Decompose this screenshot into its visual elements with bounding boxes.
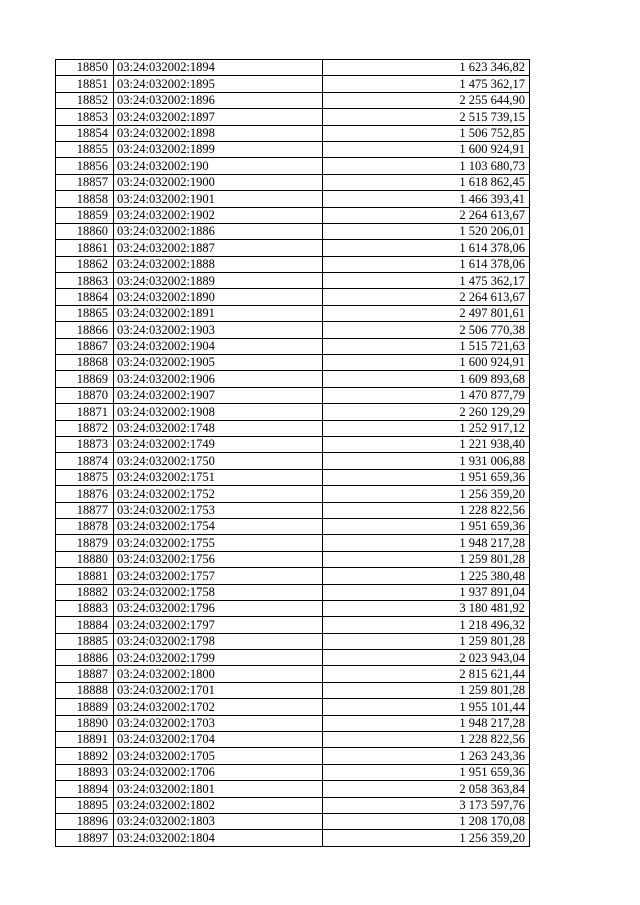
row-number-cell: 18865: [56, 305, 114, 321]
row-number-cell: 18859: [56, 207, 114, 223]
cadastral-number-cell: 03:24:032002:1800: [114, 666, 323, 682]
cadastral-number-cell: 03:24:032002:1798: [114, 633, 323, 649]
value-cell: 1 256 359,20: [323, 486, 530, 502]
cadastral-number-cell: 03:24:032002:1802: [114, 797, 323, 813]
row-number-cell: 18888: [56, 682, 114, 698]
table-row: [56, 600, 530, 616]
cadastral-number-cell: 03:24:032002:1753: [114, 502, 323, 518]
table-row: [56, 322, 530, 338]
row-number-cell: 18876: [56, 486, 114, 502]
value-cell: 1 614 378,06: [323, 240, 530, 256]
cadastral-number-cell: 03:24:032002:1888: [114, 256, 323, 272]
table-row: [56, 699, 530, 715]
table-row: [56, 764, 530, 780]
value-cell: 1 228 822,56: [323, 732, 530, 748]
cadastral-number-cell: 03:24:032002:1796: [114, 600, 323, 616]
cadastral-number-cell: 03:24:032002:1895: [114, 76, 323, 92]
cadastral-number-cell: 03:24:032002:1749: [114, 436, 323, 452]
value-cell: 1 951 659,36: [323, 764, 530, 780]
cadastral-number-cell: 03:24:032002:1900: [114, 174, 323, 190]
row-number-cell: 18886: [56, 650, 114, 666]
cadastral-number-cell: 03:24:032002:1890: [114, 289, 323, 305]
table-row: [56, 682, 530, 698]
table-row: [56, 174, 530, 190]
data-table: [55, 59, 530, 847]
table-row: [56, 568, 530, 584]
table-row: [56, 650, 530, 666]
cadastral-number-cell: 03:24:032002:1891: [114, 305, 323, 321]
table-row: [56, 535, 530, 551]
cadastral-number-cell: 03:24:032002:1903: [114, 322, 323, 338]
value-cell: 1 475 362,17: [323, 76, 530, 92]
value-cell: 1 623 346,82: [323, 60, 530, 76]
table-row: [56, 732, 530, 748]
value-cell: 2 058 363,84: [323, 781, 530, 797]
cadastral-number-cell: 03:24:032002:1755: [114, 535, 323, 551]
value-cell: 3 180 481,92: [323, 600, 530, 616]
value-cell: 2 264 613,67: [323, 207, 530, 223]
row-number-cell: 18895: [56, 797, 114, 813]
value-cell: 3 173 597,76: [323, 797, 530, 813]
row-number-cell: 18896: [56, 813, 114, 829]
table-row: [56, 584, 530, 600]
table-row: [56, 404, 530, 420]
value-cell: 2 255 644,90: [323, 92, 530, 108]
table-row: [56, 223, 530, 239]
value-cell: 2 515 739,15: [323, 109, 530, 125]
row-number-cell: 18872: [56, 420, 114, 436]
value-cell: 1 228 822,56: [323, 502, 530, 518]
row-number-cell: 18871: [56, 404, 114, 420]
value-cell: 2 023 943,04: [323, 650, 530, 666]
table-row: [56, 748, 530, 764]
row-number-cell: 18850: [56, 60, 114, 76]
value-cell: 1 951 659,36: [323, 518, 530, 534]
cadastral-number-cell: 03:24:032002:1797: [114, 617, 323, 633]
value-cell: 1 614 378,06: [323, 256, 530, 272]
row-number-cell: 18892: [56, 748, 114, 764]
value-cell: 1 103 680,73: [323, 158, 530, 174]
cadastral-number-cell: 03:24:032002:1901: [114, 191, 323, 207]
table-row: [56, 240, 530, 256]
cadastral-number-cell: 03:24:032002:1894: [114, 60, 323, 76]
table-row: [56, 371, 530, 387]
table-row: [56, 125, 530, 141]
value-cell: 1 218 496,32: [323, 617, 530, 633]
table-row: [56, 715, 530, 731]
cadastral-number-cell: 03:24:032002:1799: [114, 650, 323, 666]
row-number-cell: 18863: [56, 273, 114, 289]
row-number-cell: 18858: [56, 191, 114, 207]
table-row: [56, 469, 530, 485]
cadastral-number-cell: 03:24:032002:1748: [114, 420, 323, 436]
table-row: [56, 502, 530, 518]
table-row: [56, 617, 530, 633]
cadastral-number-cell: 03:24:032002:1702: [114, 699, 323, 715]
table-row: [56, 453, 530, 469]
cadastral-number-cell: 03:24:032002:1905: [114, 355, 323, 371]
value-cell: 2 497 801,61: [323, 305, 530, 321]
value-cell: 1 252 917,12: [323, 420, 530, 436]
table-row: [56, 830, 530, 846]
cadastral-number-cell: 03:24:032002:1908: [114, 404, 323, 420]
row-number-cell: 18893: [56, 764, 114, 780]
cadastral-number-cell: 03:24:032002:1896: [114, 92, 323, 108]
value-cell: 2 815 621,44: [323, 666, 530, 682]
cadastral-number-cell: 03:24:032002:1804: [114, 830, 323, 846]
row-number-cell: 18894: [56, 781, 114, 797]
cadastral-number-cell: 03:24:032002:1705: [114, 748, 323, 764]
value-cell: 1 470 877,79: [323, 387, 530, 403]
table-row: [56, 109, 530, 125]
row-number-cell: 18862: [56, 256, 114, 272]
row-number-cell: 18875: [56, 469, 114, 485]
value-cell: 1 256 359,20: [323, 830, 530, 846]
cadastral-number-cell: 03:24:032002:1899: [114, 141, 323, 157]
value-cell: 1 221 938,40: [323, 436, 530, 452]
row-number-cell: 18856: [56, 158, 114, 174]
table-row: [56, 158, 530, 174]
cadastral-number-cell: 03:24:032002:1897: [114, 109, 323, 125]
table-row: [56, 76, 530, 92]
cadastral-number-cell: 03:24:032002:1906: [114, 371, 323, 387]
cadastral-number-cell: 03:24:032002:1756: [114, 551, 323, 567]
value-cell: 1 609 893,68: [323, 371, 530, 387]
value-cell: 2 260 129,29: [323, 404, 530, 420]
row-number-cell: 18864: [56, 289, 114, 305]
table-row: [56, 256, 530, 272]
table-row: [56, 551, 530, 567]
table-row: [56, 486, 530, 502]
cadastral-number-cell: 03:24:032002:1902: [114, 207, 323, 223]
table-row: [56, 518, 530, 534]
cadastral-number-cell: 03:24:032002:1904: [114, 338, 323, 354]
table-row: [56, 633, 530, 649]
table-row: [56, 207, 530, 223]
cadastral-number-cell: 03:24:032002:1754: [114, 518, 323, 534]
value-cell: 1 475 362,17: [323, 273, 530, 289]
row-number-cell: 18857: [56, 174, 114, 190]
cadastral-number-cell: 03:24:032002:1751: [114, 469, 323, 485]
cadastral-number-cell: 03:24:032002:1898: [114, 125, 323, 141]
row-number-cell: 18885: [56, 633, 114, 649]
value-cell: 1 208 170,08: [323, 813, 530, 829]
value-cell: 2 506 770,38: [323, 322, 530, 338]
row-number-cell: 18887: [56, 666, 114, 682]
row-number-cell: 18874: [56, 453, 114, 469]
value-cell: 1 951 659,36: [323, 469, 530, 485]
row-number-cell: 18868: [56, 355, 114, 371]
row-number-cell: 18860: [56, 223, 114, 239]
row-number-cell: 18873: [56, 436, 114, 452]
cadastral-number-cell: 03:24:032002:1758: [114, 584, 323, 600]
cadastral-number-cell: 03:24:032002:1887: [114, 240, 323, 256]
cadastral-number-cell: 03:24:032002:1886: [114, 223, 323, 239]
row-number-cell: 18897: [56, 830, 114, 846]
value-cell: 1 931 006,88: [323, 453, 530, 469]
value-cell: 1 955 101,44: [323, 699, 530, 715]
row-number-cell: 18881: [56, 568, 114, 584]
table-row: [56, 273, 530, 289]
row-number-cell: 18870: [56, 387, 114, 403]
cadastral-number-cell: 03:24:032002:1801: [114, 781, 323, 797]
table-row: [56, 420, 530, 436]
row-number-cell: 18861: [56, 240, 114, 256]
row-number-cell: 18890: [56, 715, 114, 731]
row-number-cell: 18853: [56, 109, 114, 125]
value-cell: 1 506 752,85: [323, 125, 530, 141]
value-cell: 1 937 891,04: [323, 584, 530, 600]
table-row: [56, 191, 530, 207]
value-cell: 1 948 217,28: [323, 535, 530, 551]
table-row: [56, 781, 530, 797]
row-number-cell: 18866: [56, 322, 114, 338]
cadastral-number-cell: 03:24:032002:190: [114, 158, 323, 174]
row-number-cell: 18880: [56, 551, 114, 567]
table-row: [56, 666, 530, 682]
row-number-cell: 18867: [56, 338, 114, 354]
row-number-cell: 18884: [56, 617, 114, 633]
table-row: [56, 305, 530, 321]
cadastral-number-cell: 03:24:032002:1704: [114, 732, 323, 748]
table-row: [56, 60, 530, 76]
row-number-cell: 18852: [56, 92, 114, 108]
table-row: [56, 355, 530, 371]
row-number-cell: 18877: [56, 502, 114, 518]
row-number-cell: 18879: [56, 535, 114, 551]
table-row: [56, 92, 530, 108]
value-cell: 1 466 393,41: [323, 191, 530, 207]
cadastral-number-cell: 03:24:032002:1752: [114, 486, 323, 502]
row-number-cell: 18869: [56, 371, 114, 387]
value-cell: 1 600 924,91: [323, 355, 530, 371]
row-number-cell: 18855: [56, 141, 114, 157]
row-number-cell: 18882: [56, 584, 114, 600]
table-row: [56, 797, 530, 813]
value-cell: 1 225 380,48: [323, 568, 530, 584]
value-cell: 1 520 206,01: [323, 223, 530, 239]
value-cell: 1 515 721,63: [323, 338, 530, 354]
cadastral-number-cell: 03:24:032002:1757: [114, 568, 323, 584]
table-row: [56, 387, 530, 403]
value-cell: 1 259 801,28: [323, 551, 530, 567]
value-cell: 1 263 243,36: [323, 748, 530, 764]
value-cell: 1 259 801,28: [323, 633, 530, 649]
row-number-cell: 18889: [56, 699, 114, 715]
cadastral-number-cell: 03:24:032002:1889: [114, 273, 323, 289]
cadastral-number-cell: 03:24:032002:1750: [114, 453, 323, 469]
table-row: [56, 289, 530, 305]
table-row: [56, 436, 530, 452]
table-row: [56, 141, 530, 157]
cadastral-number-cell: 03:24:032002:1706: [114, 764, 323, 780]
table-row: [56, 338, 530, 354]
value-cell: 1 618 862,45: [323, 174, 530, 190]
row-number-cell: 18883: [56, 600, 114, 616]
table-body: [56, 60, 530, 847]
value-cell: 1 259 801,28: [323, 682, 530, 698]
row-number-cell: 18878: [56, 518, 114, 534]
cadastral-number-cell: 03:24:032002:1703: [114, 715, 323, 731]
value-cell: 1 948 217,28: [323, 715, 530, 731]
value-cell: 1 600 924,91: [323, 141, 530, 157]
row-number-cell: 18854: [56, 125, 114, 141]
cadastral-number-cell: 03:24:032002:1803: [114, 813, 323, 829]
row-number-cell: 18851: [56, 76, 114, 92]
cadastral-number-cell: 03:24:032002:1907: [114, 387, 323, 403]
row-number-cell: 18891: [56, 732, 114, 748]
cadastral-number-cell: 03:24:032002:1701: [114, 682, 323, 698]
value-cell: 2 264 613,67: [323, 289, 530, 305]
table-row: [56, 813, 530, 829]
